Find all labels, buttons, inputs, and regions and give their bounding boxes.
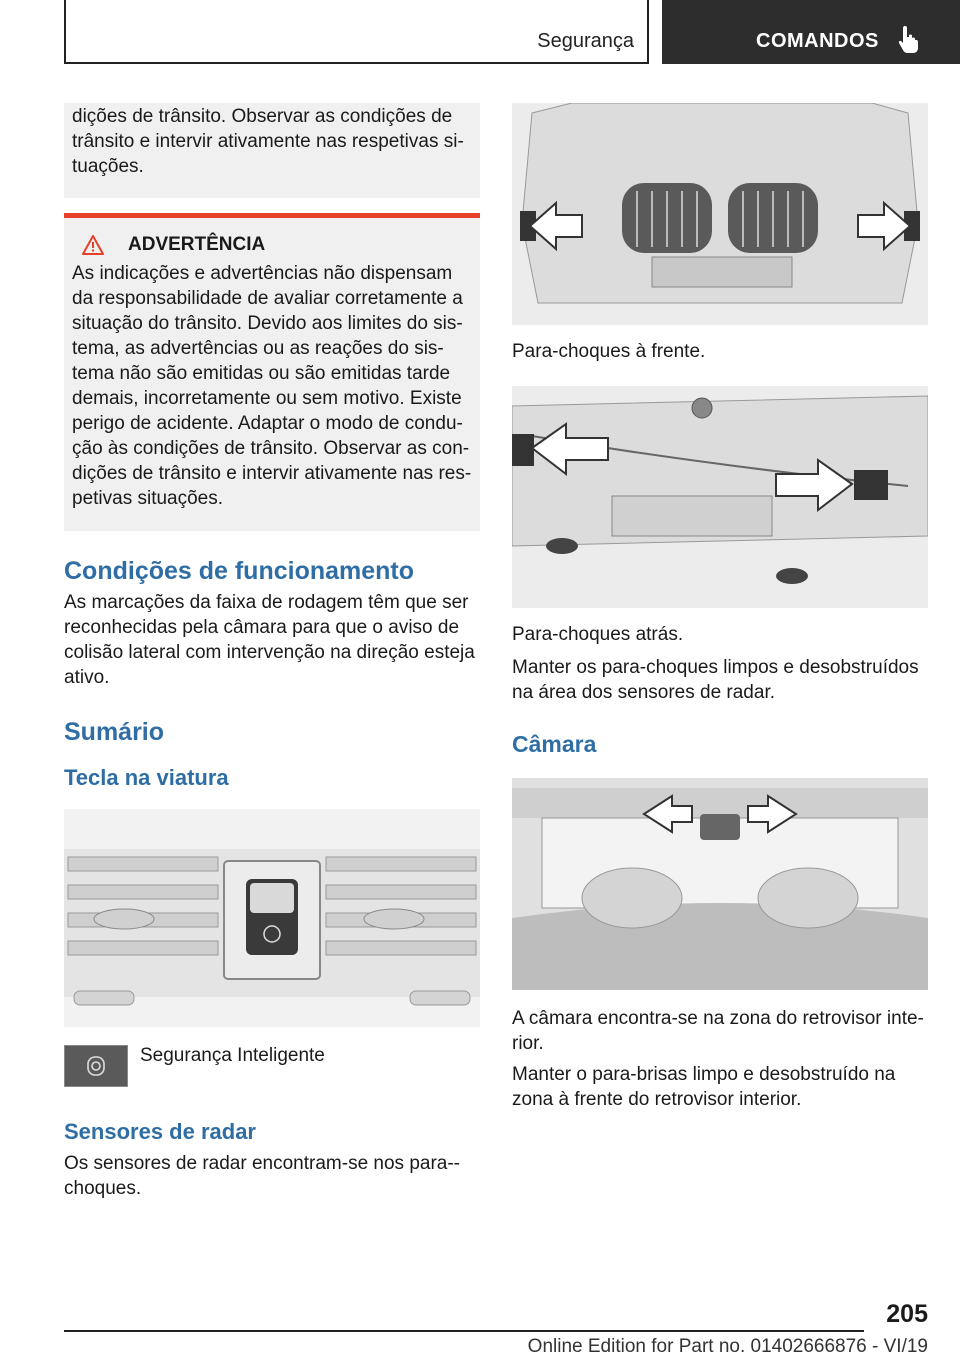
intelligent-safety-icon — [64, 1045, 128, 1087]
header-chapter-tab — [662, 0, 960, 64]
conditions-text: As marcações da faixa de rodagem têm que ser reconhecidas pela câmara para que o aviso de colisão lateral com intervenção na direção esteja ativo. — [64, 592, 475, 688]
warning-title: ADVERTÊNCIA — [128, 234, 266, 255]
vehicle-button-figure — [64, 809, 480, 1027]
camera-clean-text: Manter o para-brisas limpo e desobstruído na zona à frente do retrovisor interior. — [512, 1064, 896, 1110]
subsection-heading-button: Tecla na viatura — [64, 765, 229, 790]
warning-header — [82, 232, 472, 257]
section-heading-conditions: Condições de funcionamento — [64, 557, 415, 585]
header-section-title: Segurança — [537, 30, 634, 52]
caption-front: Para-choques à frente. — [512, 341, 706, 362]
rear-bumper-figure — [512, 386, 928, 608]
section-heading-summary: Sumário — [64, 718, 165, 746]
button-legend-row — [64, 1045, 480, 1087]
front-bumper-illustration — [512, 103, 928, 325]
footer-edition: Online Edition for Part no. 01402666876 - VI/19 — [527, 1336, 928, 1357]
footer-divider — [64, 1330, 864, 1332]
pointing-hand-icon — [896, 24, 922, 54]
button-legend-label: Segurança Inteligente — [140, 1045, 325, 1066]
camera-windshield-illustration — [512, 778, 928, 990]
air-vent-illustration — [64, 809, 480, 1027]
camera-figure — [512, 778, 928, 990]
radar-text: Os sensores de radar encontram-se nos para--choques. — [64, 1153, 461, 1199]
warning-triangle-icon — [82, 235, 104, 255]
header-chapter-title: COMANDOS — [756, 30, 879, 52]
camera-location-text: A câmara encontra-se na zona do retrovisor inte-rior. — [512, 1008, 924, 1054]
left-column — [64, 103, 480, 1201]
front-bumper-figure — [512, 103, 928, 325]
warning-box — [64, 213, 480, 531]
caption-rear: Para-choques atrás. — [512, 624, 684, 645]
section-heading-camera: Câmara — [512, 731, 597, 757]
keep-clean-text: Manter os para-choques limpos e desobstruídos na área dos sensores de radar. — [512, 657, 919, 703]
subsection-heading-radar: Sensores de radar — [64, 1119, 256, 1144]
page-number: 205 — [886, 1300, 928, 1328]
continued-text: dições de trânsito. Observar as condições de trânsito e intervir ativamente nas respetivas si-tuações. — [72, 106, 464, 177]
warning-text: As indicações e advertências não dispensam da responsabilidade de avaliar corretamente a situação do trânsito. Devido aos limites do sis-tema, as advertências ou as reações do sis-tema não são emitidas ou são emitidas tarde demais, incorretamente ou sem motivo. Existe perigo de acidente. Adaptar o modo de condu-ção às condições de trânsito. Observar as con-dições de trânsito e intervir ativamente nas res-petivas situações. — [72, 263, 472, 509]
right-column — [512, 103, 928, 1112]
continued-note-box — [64, 103, 480, 198]
rear-bumper-illustration — [512, 386, 928, 608]
